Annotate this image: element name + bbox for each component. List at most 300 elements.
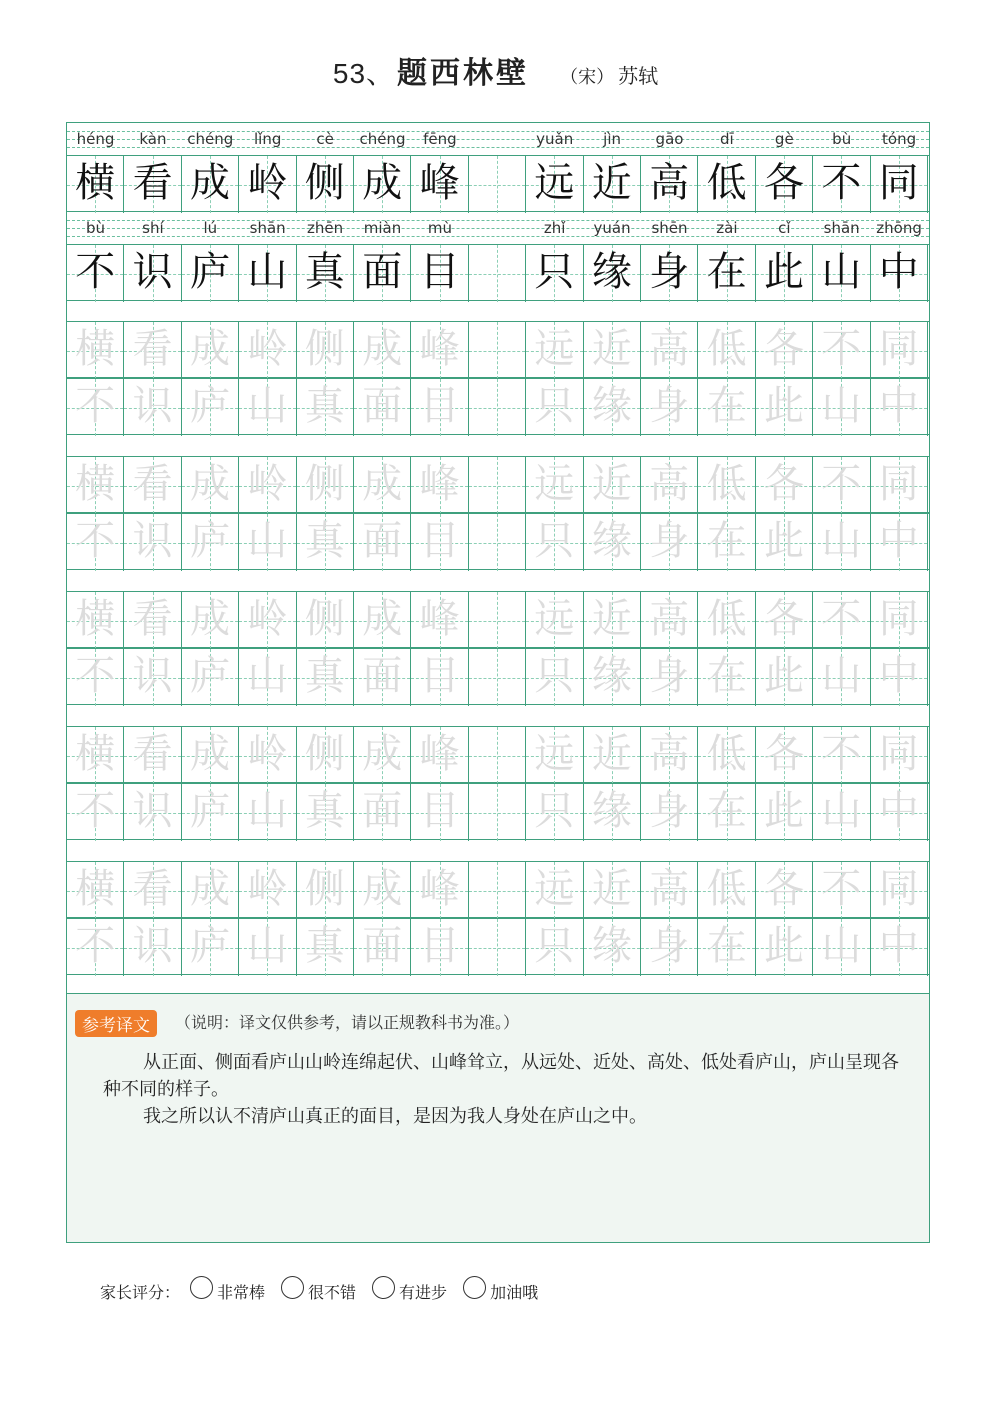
trace-character: 山	[247, 653, 288, 699]
grid-cell[interactable]	[239, 862, 296, 919]
grid-cell[interactable]	[698, 649, 755, 706]
grid-cell[interactable]	[526, 592, 583, 649]
grid-cell[interactable]	[813, 514, 870, 571]
grid-cell[interactable]	[584, 784, 641, 841]
trace-character: 山	[821, 383, 862, 429]
trace-character: 真	[304, 788, 345, 834]
grid-cell[interactable]	[641, 784, 698, 841]
trace-character: 中	[878, 518, 919, 564]
trace-character: 横	[75, 866, 116, 912]
grid-cell[interactable]	[526, 245, 583, 302]
grid-cell[interactable]	[239, 457, 296, 514]
grid-cell[interactable]	[67, 379, 124, 436]
pinyin-syllable: zhōng	[876, 219, 922, 237]
grid-cell[interactable]	[756, 592, 813, 649]
grid-cell[interactable]	[813, 156, 870, 213]
grid-cell[interactable]	[813, 862, 870, 919]
grid-cell[interactable]	[641, 919, 698, 976]
trace-character: 远	[534, 731, 575, 777]
poem-title: 题西林壁	[397, 56, 530, 91]
trace-character: 山	[247, 923, 288, 969]
grid-cell[interactable]	[182, 919, 239, 976]
grid-cell[interactable]	[354, 245, 411, 302]
trace-character: 只	[534, 518, 575, 564]
grid-cell[interactable]	[182, 379, 239, 436]
grid-cell[interactable]	[124, 919, 181, 976]
grid-cell[interactable]	[239, 592, 296, 649]
pinyin-syllable: héng	[76, 130, 115, 148]
grid-cell[interactable]	[813, 784, 870, 841]
grid-cell[interactable]	[297, 649, 354, 706]
grid-cell[interactable]	[813, 592, 870, 649]
grid-cell[interactable]	[297, 457, 354, 514]
grid-cell[interactable]	[182, 245, 239, 302]
grid-cell[interactable]	[756, 156, 813, 213]
trace-character: 识	[132, 788, 173, 834]
grid-cell[interactable]	[354, 649, 411, 706]
grid-cell[interactable]	[411, 727, 468, 784]
grid-cell[interactable]	[411, 457, 468, 514]
grid-cell[interactable]	[67, 322, 124, 379]
grid-cell[interactable]	[354, 514, 411, 571]
grid-cell[interactable]	[469, 457, 526, 514]
grid-cell[interactable]	[411, 649, 468, 706]
grid-cell[interactable]	[411, 156, 468, 213]
grid-cell[interactable]	[641, 322, 698, 379]
grid-cell[interactable]	[297, 592, 354, 649]
trace-character	[469, 649, 525, 706]
grid-cell[interactable]	[354, 784, 411, 841]
grid-cell[interactable]	[411, 514, 468, 571]
grid-cell[interactable]	[756, 784, 813, 841]
trace-character: 侧	[304, 866, 345, 912]
grid-cell[interactable]	[871, 919, 928, 976]
grid-cell[interactable]	[411, 592, 468, 649]
trace-character: 此	[763, 788, 804, 834]
grid-cell[interactable]	[182, 592, 239, 649]
trace-character: 成	[362, 866, 403, 912]
grid-cell[interactable]	[698, 322, 755, 379]
grid-cell[interactable]	[239, 514, 296, 571]
grid-cell[interactable]	[67, 592, 124, 649]
grid-cell[interactable]	[182, 156, 239, 213]
trace-character: 远	[534, 326, 575, 372]
grid-cell[interactable]	[756, 727, 813, 784]
grid-cell[interactable]	[756, 919, 813, 976]
grid-cell[interactable]	[124, 514, 181, 571]
trace-character: 横	[75, 326, 116, 372]
grid-cell[interactable]	[354, 156, 411, 213]
grid-cell[interactable]	[756, 379, 813, 436]
trace-character: 各	[763, 596, 804, 642]
grid-cell[interactable]	[124, 156, 181, 213]
grid-cell[interactable]	[871, 156, 928, 213]
grid-cell[interactable]	[871, 862, 928, 919]
rating-option-4: 加油哦	[490, 1283, 539, 1302]
translation-paragraph-1: 从正面、侧面看庐山山岭连绵起伏、山峰耸立，从远处、近处、高处、低处看庐山，庐山呈现各种不同的样子。	[103, 1052, 899, 1100]
trace-character: 高	[649, 461, 690, 507]
trace-character: 不	[821, 461, 862, 507]
grid-cell[interactable]	[698, 727, 755, 784]
grid-cell[interactable]	[239, 649, 296, 706]
grid-cell[interactable]	[182, 457, 239, 514]
rating-checkbox-3[interactable]	[372, 1276, 395, 1299]
trace-character: 同	[878, 866, 919, 912]
grid-cell[interactable]	[641, 727, 698, 784]
trace-character: 低	[706, 596, 747, 642]
trace-character: 身	[649, 518, 690, 564]
grid-cell[interactable]	[469, 379, 526, 436]
rating-checkbox-4[interactable]	[463, 1276, 486, 1299]
trace-character: 看	[132, 326, 173, 372]
trace-character: 不	[75, 383, 116, 429]
grid-cell[interactable]	[813, 727, 870, 784]
grid-cell[interactable]	[297, 919, 354, 976]
model-character: 横	[75, 160, 116, 206]
model-character: 身	[649, 249, 690, 295]
tracing-row	[67, 591, 929, 648]
trace-character: 远	[534, 596, 575, 642]
trace-character: 不	[75, 923, 116, 969]
grid-cell[interactable]	[182, 862, 239, 919]
grid-cell[interactable]	[584, 649, 641, 706]
trace-character: 身	[649, 788, 690, 834]
grid-cell[interactable]	[813, 457, 870, 514]
grid-cell[interactable]	[641, 862, 698, 919]
grid-cell[interactable]	[871, 592, 928, 649]
grid-cell[interactable]	[698, 514, 755, 571]
grid-cell[interactable]	[526, 649, 583, 706]
trace-character: 岭	[247, 731, 288, 777]
grid-cell[interactable]	[641, 379, 698, 436]
trace-character: 近	[591, 461, 632, 507]
trace-character: 身	[649, 383, 690, 429]
grid-cell[interactable]	[354, 862, 411, 919]
grid-cell[interactable]	[756, 514, 813, 571]
grid-cell[interactable]	[469, 727, 526, 784]
model-character: 中	[878, 249, 919, 295]
grid-cell[interactable]	[584, 156, 641, 213]
trace-character: 横	[75, 731, 116, 777]
trace-character: 缘	[591, 653, 632, 699]
trace-character: 山	[821, 653, 862, 699]
trace-character: 山	[821, 788, 862, 834]
grid-cell[interactable]	[469, 514, 526, 571]
grid-cell[interactable]	[67, 457, 124, 514]
model-character: 不	[75, 249, 116, 295]
grid-cell[interactable]	[526, 156, 583, 213]
grid-cell[interactable]	[182, 322, 239, 379]
grid-cell[interactable]	[813, 245, 870, 302]
trace-character: 此	[763, 653, 804, 699]
grid-cell[interactable]	[526, 919, 583, 976]
grid-cell[interactable]	[756, 649, 813, 706]
grid-cell[interactable]	[67, 245, 124, 302]
trace-character: 成	[189, 461, 230, 507]
grid-cell[interactable]	[584, 322, 641, 379]
grid-cell[interactable]	[124, 784, 181, 841]
trace-character: 成	[362, 731, 403, 777]
trace-character	[469, 862, 525, 919]
grid-cell[interactable]	[871, 379, 928, 436]
rating-checkbox-1[interactable]	[190, 1276, 213, 1299]
grid-cell[interactable]	[756, 245, 813, 302]
grid-cell[interactable]	[182, 649, 239, 706]
grid-cell[interactable]	[584, 514, 641, 571]
grid-cell[interactable]	[584, 862, 641, 919]
grid-cell[interactable]	[67, 649, 124, 706]
trace-character: 峰	[419, 866, 460, 912]
grid-cell[interactable]	[124, 592, 181, 649]
grid-cell[interactable]	[239, 156, 296, 213]
trace-character: 只	[534, 788, 575, 834]
grid-cell[interactable]	[411, 919, 468, 976]
pinyin-syllable: zhēn	[307, 219, 344, 237]
trace-character: 低	[706, 731, 747, 777]
trace-character	[469, 919, 525, 976]
grid-cell[interactable]	[526, 727, 583, 784]
trace-character	[469, 727, 525, 784]
grid-cell[interactable]	[297, 322, 354, 379]
poem-number: 53、	[332, 58, 396, 89]
trace-character: 目	[419, 653, 460, 699]
trace-character: 峰	[419, 326, 460, 372]
model-character: 各	[763, 160, 804, 206]
grid-cell[interactable]	[67, 919, 124, 976]
trace-character: 庐	[189, 383, 230, 429]
grid-cell[interactable]	[297, 784, 354, 841]
grid-cell[interactable]	[67, 156, 124, 213]
trace-character: 在	[706, 383, 747, 429]
pinyin-syllable: shān	[823, 219, 860, 237]
model-character: 山	[247, 249, 288, 295]
trace-character: 缘	[591, 383, 632, 429]
trace-character: 在	[706, 518, 747, 564]
grid-cell[interactable]	[871, 457, 928, 514]
trace-character: 中	[878, 653, 919, 699]
model-character: 真	[304, 249, 345, 295]
grid-cell[interactable]	[641, 592, 698, 649]
grid-cell[interactable]	[239, 919, 296, 976]
trace-character: 看	[132, 866, 173, 912]
rating-checkbox-2[interactable]	[281, 1276, 304, 1299]
pinyin-syllable: yuǎn	[536, 130, 574, 148]
grid-cell[interactable]	[469, 919, 526, 976]
trace-character	[469, 379, 525, 436]
grid-cell[interactable]	[469, 592, 526, 649]
grid-cell[interactable]	[124, 379, 181, 436]
tracing-row	[67, 918, 929, 975]
grid-cell[interactable]	[641, 457, 698, 514]
grid-cell[interactable]	[182, 784, 239, 841]
grid-cell[interactable]	[239, 245, 296, 302]
grid-cell[interactable]	[297, 514, 354, 571]
grid-cell[interactable]	[297, 245, 354, 302]
grid-cell[interactable]	[469, 156, 526, 213]
grid-cell[interactable]	[756, 862, 813, 919]
grid-cell[interactable]	[297, 156, 354, 213]
grid-cell[interactable]	[526, 457, 583, 514]
pinyin-syllable: gè	[774, 130, 794, 148]
grid-cell[interactable]	[698, 919, 755, 976]
grid-cell[interactable]	[411, 784, 468, 841]
trace-character: 低	[706, 461, 747, 507]
grid-cell[interactable]	[584, 379, 641, 436]
trace-character: 中	[878, 788, 919, 834]
grid-cell[interactable]	[354, 457, 411, 514]
grid-cell[interactable]	[124, 862, 181, 919]
trace-character: 成	[189, 326, 230, 372]
grid-cell[interactable]	[641, 649, 698, 706]
pinyin-syllable: tóng	[882, 130, 917, 148]
grid-cell[interactable]	[641, 245, 698, 302]
grid-cell[interactable]	[584, 727, 641, 784]
grid-cell[interactable]	[871, 649, 928, 706]
grid-cell[interactable]	[239, 322, 296, 379]
trace-character	[469, 784, 525, 841]
grid-cell[interactable]	[411, 862, 468, 919]
grid-cell[interactable]	[871, 245, 928, 302]
grid-cell[interactable]	[871, 322, 928, 379]
grid-cell[interactable]	[698, 784, 755, 841]
trace-character: 不	[821, 326, 862, 372]
grid-cell[interactable]	[584, 245, 641, 302]
grid-cell[interactable]	[354, 727, 411, 784]
trace-character: 只	[534, 653, 575, 699]
grid-cell[interactable]	[584, 919, 641, 976]
model-character: 低	[706, 160, 747, 206]
pinyin-syllable: lú	[203, 219, 218, 237]
model-character: 在	[706, 249, 747, 295]
grid-cell[interactable]	[698, 379, 755, 436]
grid-cell[interactable]	[469, 322, 526, 379]
grid-cell[interactable]	[756, 457, 813, 514]
grid-cell[interactable]	[411, 379, 468, 436]
trace-character: 低	[706, 866, 747, 912]
grid-cell[interactable]	[526, 379, 583, 436]
grid-cell[interactable]	[124, 245, 181, 302]
grid-cell[interactable]	[124, 322, 181, 379]
grid-cell[interactable]	[698, 457, 755, 514]
grid-cell[interactable]	[698, 245, 755, 302]
grid-cell[interactable]	[756, 322, 813, 379]
grid-cell[interactable]	[526, 514, 583, 571]
trace-character: 同	[878, 461, 919, 507]
grid-cell[interactable]	[67, 514, 124, 571]
grid-cell[interactable]	[813, 649, 870, 706]
trace-character: 此	[763, 518, 804, 564]
trace-character	[469, 514, 525, 571]
parent-rating	[100, 1280, 544, 1303]
trace-character: 身	[649, 923, 690, 969]
grid-cell[interactable]	[698, 862, 755, 919]
grid-cell[interactable]	[411, 245, 468, 302]
trace-character: 缘	[591, 788, 632, 834]
trace-character: 庐	[189, 518, 230, 564]
grid-cell[interactable]	[354, 919, 411, 976]
model-character: 山	[821, 249, 862, 295]
pinyin-syllable: kàn	[139, 130, 167, 148]
grid-cell[interactable]	[526, 322, 583, 379]
grid-cell[interactable]	[124, 727, 181, 784]
grid-cell[interactable]	[354, 592, 411, 649]
grid-cell[interactable]	[469, 649, 526, 706]
grid-cell[interactable]	[641, 156, 698, 213]
grid-cell[interactable]	[67, 727, 124, 784]
trace-character: 近	[591, 731, 632, 777]
grid-cell[interactable]	[469, 245, 526, 302]
grid-cell[interactable]	[871, 514, 928, 571]
grid-cell[interactable]	[354, 322, 411, 379]
grid-cell[interactable]	[871, 727, 928, 784]
grid-cell[interactable]	[239, 784, 296, 841]
grid-cell[interactable]	[469, 862, 526, 919]
grid-cell[interactable]	[584, 592, 641, 649]
trace-character: 只	[534, 383, 575, 429]
grid-cell[interactable]	[67, 862, 124, 919]
trace-character: 中	[878, 383, 919, 429]
grid-cell[interactable]	[813, 379, 870, 436]
trace-character: 不	[75, 653, 116, 699]
grid-cell[interactable]	[67, 784, 124, 841]
grid-cell[interactable]	[526, 784, 583, 841]
model-character: 远	[534, 160, 575, 206]
grid-cell[interactable]	[698, 156, 755, 213]
grid-cell[interactable]	[239, 727, 296, 784]
model-character: 看	[132, 160, 173, 206]
trace-character: 看	[132, 596, 173, 642]
translation-paragraph-2: 我之所以认不清庐山真正的面目，是因为我人身处在庐山之中。	[143, 1106, 647, 1127]
grid-cell[interactable]	[871, 784, 928, 841]
grid-cell[interactable]	[182, 727, 239, 784]
grid-cell[interactable]	[124, 457, 181, 514]
grid-cell[interactable]	[469, 784, 526, 841]
grid-cell[interactable]	[813, 322, 870, 379]
grid-cell[interactable]	[698, 592, 755, 649]
grid-cell[interactable]	[297, 379, 354, 436]
grid-cell[interactable]	[411, 322, 468, 379]
grid-cell[interactable]	[124, 649, 181, 706]
grid-cell[interactable]	[354, 379, 411, 436]
grid-cell[interactable]	[239, 379, 296, 436]
model-character: 峰	[419, 160, 460, 206]
grid-cell[interactable]	[641, 514, 698, 571]
pinyin-syllable: bù	[85, 219, 106, 237]
trace-character: 庐	[189, 923, 230, 969]
grid-cell[interactable]	[182, 514, 239, 571]
page-title	[0, 48, 991, 92]
trace-character: 中	[878, 923, 919, 969]
grid-cell[interactable]	[526, 862, 583, 919]
trace-character: 侧	[304, 326, 345, 372]
character-row	[67, 155, 929, 212]
trace-character: 峰	[419, 461, 460, 507]
pinyin-syllable: gāo	[655, 130, 684, 148]
trace-character: 各	[763, 866, 804, 912]
trace-character: 成	[362, 596, 403, 642]
trace-character: 山	[821, 923, 862, 969]
grid-cell[interactable]	[297, 727, 354, 784]
trace-character: 目	[419, 923, 460, 969]
grid-cell[interactable]	[584, 457, 641, 514]
model-character: 面	[362, 249, 403, 295]
trace-character: 庐	[189, 653, 230, 699]
trace-character: 在	[706, 788, 747, 834]
grid-cell[interactable]	[813, 919, 870, 976]
trace-character: 峰	[419, 596, 460, 642]
grid-cell[interactable]	[297, 862, 354, 919]
trace-character: 不	[821, 596, 862, 642]
